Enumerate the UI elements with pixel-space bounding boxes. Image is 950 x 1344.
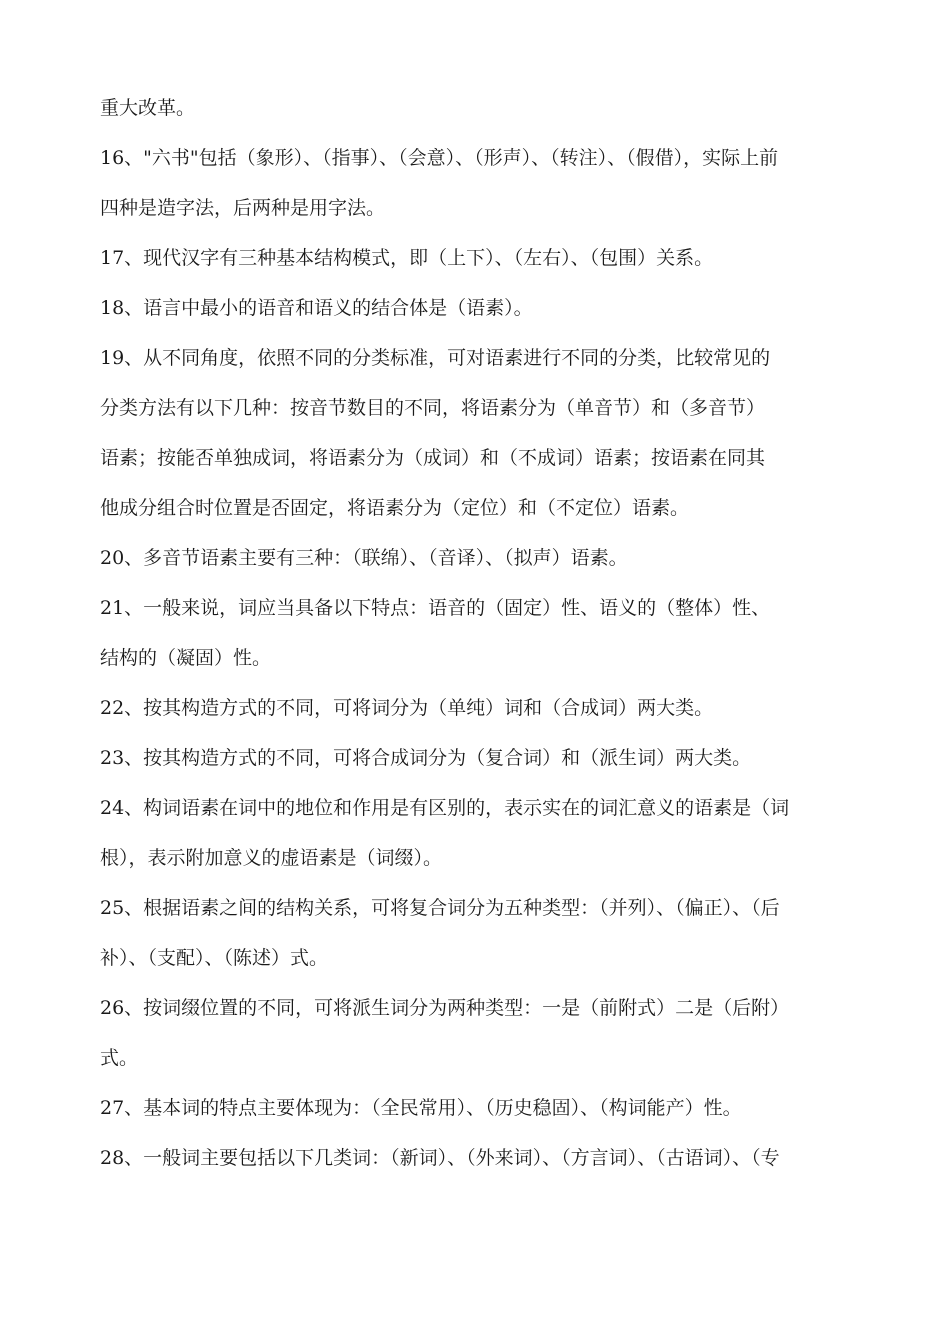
text-line: 他成分组合时位置是否固定，将语素分为（定位）和（不定位）语素。 — [100, 497, 690, 519]
text-line: 24、构词语素在词中的地位和作用是有区别的，表示实在的词汇意义的语素是（词 — [100, 797, 790, 819]
text-line: 22、按其构造方式的不同，可将词分为（单纯）词和（合成词）两大类。 — [100, 697, 714, 719]
text-line: 19、从不同角度，依照不同的分类标准，可对语素进行不同的分类，比较常见的 — [100, 347, 771, 369]
document-body — [100, 88, 838, 1188]
text-line: 式。 — [100, 1047, 139, 1069]
text-line: 结构的（凝固）性。 — [100, 647, 272, 669]
text-line: 16、"六书"包括（象形）、（指事）、（会意）、（形声）、（转注）、（假借），实际上前 — [100, 147, 779, 169]
text-line: 28、一般词主要包括以下几类词：（新词）、（外来词）、（方言词）、（古语词）、（专 — [100, 1147, 780, 1169]
text-line: 18、语言中最小的语音和语义的结合体是（语素）。 — [100, 297, 533, 319]
text-line: 17、现代汉字有三种基本结构模式，即（上下）、（左右）、（包围）关系。 — [100, 247, 714, 269]
text-line: 27、基本词的特点主要体现为：（全民常用）、（历史稳固）、（构词能产）性。 — [100, 1097, 742, 1119]
text-line: 重大改革。 — [100, 97, 196, 119]
text-line: 四种是造字法，后两种是用字法。 — [100, 197, 386, 219]
text-line: 分类方法有以下几种：按音节数目的不同，将语素分为（单音节）和（多音节） — [100, 397, 766, 419]
text-line: 23、按其构造方式的不同，可将合成词分为（复合词）和（派生词）两大类。 — [100, 747, 752, 769]
text-line: 语素；按能否单独成词，将语素分为（成词）和（不成词）语素；按语素在同其 — [100, 447, 766, 469]
text-line: 25、根据语素之间的结构关系，可将复合词分为五种类型：（并列）、（偏正）、（后 — [100, 897, 780, 919]
text-line: 补）、（支配）、（陈述）式。 — [100, 947, 329, 969]
text-line: 21、一般来说，词应当具备以下特点：语音的（固定）性、语义的（整体）性、 — [100, 597, 771, 619]
text-line: 根），表示附加意义的虚语素是（词缀）。 — [100, 847, 443, 869]
text-line: 26、按词缀位置的不同，可将派生词分为两种类型：一是（前附式）二是（后附） — [100, 997, 790, 1019]
text-line: 20、多音节语素主要有三种：（联绵）、（音译）、（拟声）语素。 — [100, 547, 628, 569]
